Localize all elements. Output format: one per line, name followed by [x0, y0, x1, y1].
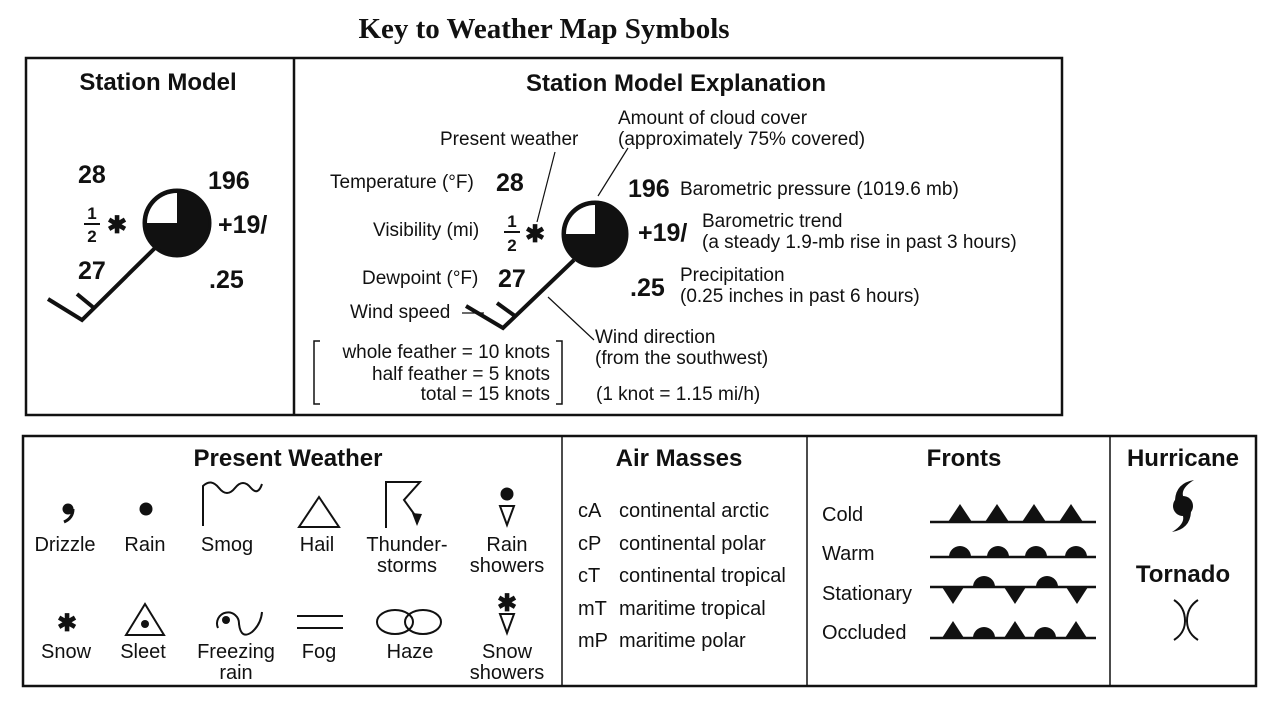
page-title: Key to Weather Map Symbols	[358, 13, 730, 45]
present-weather-panel	[34, 445, 544, 684]
label-sleet: Sleet	[120, 641, 166, 663]
occluded-front-icon	[930, 621, 1096, 638]
label-wind-speed: Wind speed	[350, 302, 451, 323]
label-stationary-front: Stationary	[822, 583, 913, 605]
present-weather-header: Present Weather	[193, 445, 383, 472]
leader-wind-direction	[548, 297, 594, 340]
label-total-knots: total = 15 knots	[420, 384, 550, 405]
ex-temperature: 28	[496, 169, 524, 197]
label-thunderstorms-1: Thunder-	[366, 534, 448, 556]
hurricane-icon	[1172, 480, 1194, 532]
sm-temperature: 28	[78, 161, 106, 189]
air-mass-name: continental tropical	[619, 565, 786, 587]
snow-showers-icon	[497, 590, 517, 633]
label-snow-showers-2: showers	[469, 662, 545, 684]
sm-cloud-clear-quarter	[147, 193, 177, 223]
leader-present-weather	[537, 152, 555, 222]
label-haze: Haze	[386, 641, 434, 663]
ex-vis-denominator: 2	[507, 236, 517, 255]
ex-cloud-clear-quarter	[566, 205, 595, 234]
sm-dewpoint: 27	[78, 257, 106, 285]
freezing-rain-icon	[217, 612, 262, 635]
fronts-header: Fronts	[926, 445, 1002, 472]
fog-icon	[297, 616, 343, 628]
ex-precip: .25	[630, 274, 665, 302]
haze-icon	[377, 610, 441, 634]
label-temperature: Temperature (°F)	[330, 172, 474, 193]
hurricane-header: Hurricane	[1126, 445, 1240, 472]
leader-cloud-cover	[598, 148, 628, 196]
rain-showers-icon	[500, 488, 514, 526]
label-precipitation-2: (0.25 inches in past 6 hours)	[680, 286, 920, 307]
air-mass-code: mP	[578, 630, 608, 652]
ex-trend: +19/	[638, 219, 688, 247]
air-mass-name: maritime polar	[619, 630, 746, 652]
air-mass-name: maritime tropical	[619, 598, 766, 620]
air-masses-header: Air Masses	[615, 445, 743, 472]
label-freezing-rain-2: rain	[219, 662, 253, 684]
sm-vis-numerator: 1	[87, 204, 97, 223]
label-wind-direction-1: Wind direction	[595, 327, 716, 348]
sm-precip: .25	[209, 266, 244, 294]
label-snow: Snow	[40, 641, 92, 663]
label-rain-showers-2: showers	[469, 555, 545, 577]
station-model-panel	[48, 69, 267, 320]
label-rain-showers-1: Rain	[486, 534, 528, 556]
air-mass-code: cT	[578, 565, 601, 587]
air-mass-name: continental polar	[619, 533, 766, 555]
snow-icon: ✱	[56, 610, 78, 637]
label-barometric-trend-1: Barometric trend	[702, 211, 843, 232]
label-drizzle: Drizzle	[34, 534, 96, 556]
ex-pressure: 196	[628, 175, 670, 203]
label-occluded-front: Occluded	[822, 622, 907, 644]
label-barometric-pressure: Barometric pressure (1019.6 mb)	[680, 179, 959, 200]
label-knot-conversion: (1 knot = 1.15 mi/h)	[596, 384, 761, 405]
feather-key-bracket-left	[314, 341, 320, 404]
label-rain: Rain	[124, 534, 166, 556]
label-freezing-rain-1: Freezing	[197, 641, 275, 663]
sm-pressure: 196	[208, 167, 250, 195]
ex-vis-numerator: 1	[507, 212, 517, 231]
label-warm-front: Warm	[822, 543, 875, 565]
sm-trend: +19/	[218, 211, 268, 239]
ex-half-feather	[497, 303, 515, 316]
label-precipitation-1: Precipitation	[680, 265, 785, 286]
stationary-front-icon	[930, 576, 1096, 604]
ex-snow-symbol: ✱	[524, 221, 546, 248]
label-present-weather: Present weather	[440, 129, 579, 150]
label-visibility: Visibility (mi)	[373, 220, 480, 241]
label-thunderstorms-2: storms	[377, 555, 437, 577]
svg-text:✱: ✱	[496, 590, 518, 617]
hurricane-tornado-panel	[1127, 445, 1239, 640]
tornado-icon	[1174, 600, 1198, 640]
sleet-icon	[126, 604, 164, 635]
warm-front-icon	[930, 546, 1096, 557]
smog-icon	[203, 482, 262, 526]
air-mass-name: continental arctic	[619, 500, 770, 522]
drizzle-icon	[63, 504, 74, 523]
label-dewpoint: Dewpoint (°F)	[362, 268, 479, 289]
label-snow-showers-1: Snow	[481, 641, 533, 663]
tornado-header: Tornado	[1135, 561, 1231, 588]
label-barometric-trend-2: (a steady 1.9-mb rise in past 3 hours)	[702, 232, 1017, 253]
sm-half-feather	[77, 294, 94, 308]
air-mass-code: mT	[578, 598, 607, 620]
hail-icon	[299, 497, 339, 527]
label-whole-feather: whole feather = 10 knots	[342, 342, 550, 363]
cold-front-icon	[930, 504, 1096, 522]
label-cold-front: Cold	[822, 504, 864, 526]
label-fog: Fog	[301, 641, 337, 663]
air-masses-panel	[578, 445, 786, 652]
label-half-feather: half feather = 5 knots	[372, 364, 550, 385]
air-mass-code: cA	[578, 500, 602, 522]
label-hail: Hail	[299, 534, 335, 556]
label-cloud-cover-1: Amount of cloud cover	[618, 108, 808, 129]
label-smog: Smog	[200, 534, 254, 556]
sm-vis-denominator: 2	[87, 227, 97, 246]
rain-icon	[140, 503, 153, 516]
feather-key-bracket-right	[556, 341, 562, 404]
label-wind-direction-2: (from the southwest)	[595, 348, 769, 369]
station-model-header: Station Model	[79, 69, 237, 96]
air-mass-code: cP	[578, 533, 602, 555]
sm-snow-symbol: ✱	[106, 212, 128, 239]
label-cloud-cover-2: (approximately 75% covered)	[618, 129, 866, 150]
thunderstorm-icon	[386, 482, 422, 528]
explanation-header: Station Model Explanation	[525, 70, 827, 97]
fronts-panel	[822, 445, 1096, 644]
explanation-panel	[314, 70, 1017, 405]
ex-dewpoint: 27	[498, 265, 526, 293]
